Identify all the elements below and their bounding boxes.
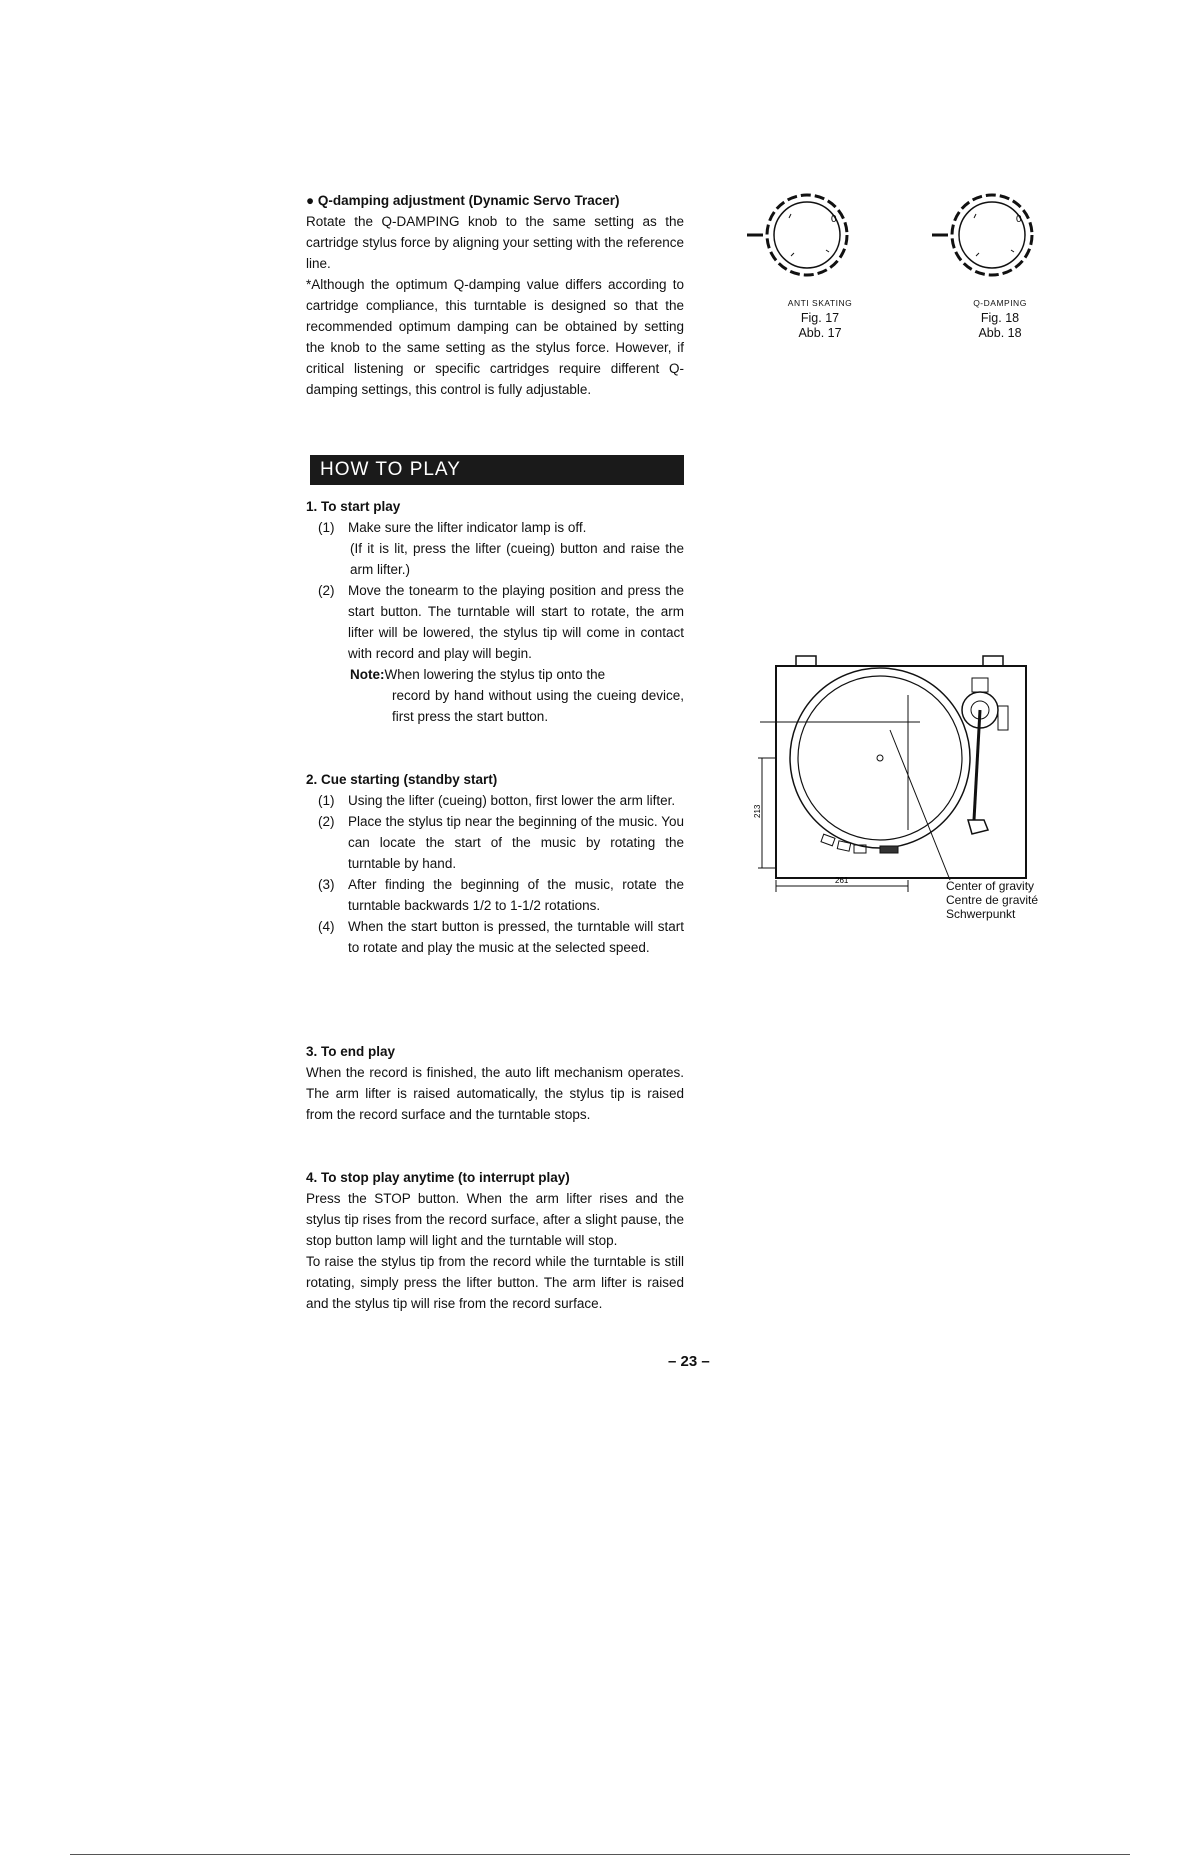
- stop-para2: To raise the stylus tip from the record while the turntable is still rotating, simply press the lifter button. The arm lifter is raised and the stylus tip will rise from the record surface.: [306, 1254, 684, 1311]
- dim-height-label: 213: [753, 804, 762, 818]
- start-heading: 1. To start play: [306, 499, 401, 514]
- cue-section: [306, 769, 684, 958]
- knob-mark-zero: 0: [1016, 214, 1022, 225]
- stop-para1: Press the STOP button. When the arm lifter rises and the stylus tip rises from the record surface, after a slight pause, the stop button lamp will light and the turntable will stop.: [306, 1191, 684, 1248]
- start-note: Note:When lowering the stylus tip onto the record by hand without using the cueing device, first press the start button.: [350, 667, 684, 724]
- end-text: When the record is finished, the auto lift mechanism operates. The arm lifter is raised automatically, the stylus tip is raised from the record surface and the turntable stops.: [306, 1065, 684, 1122]
- knob-mark-zero: 0: [831, 214, 837, 225]
- tonearm: [962, 678, 1008, 834]
- q-damping-knob-icon: [930, 180, 1040, 290]
- dim-width-label: 261: [835, 876, 849, 885]
- qdamp-section: [306, 190, 684, 400]
- end-section: [306, 1041, 684, 1125]
- list-item: (2) Move the tonearm to the playing position and press the start button. The turntable will start to rotate, the arm lifter will be lowered, the stylus tip will come in contact with record and play will begin.: [318, 583, 684, 661]
- list-item: (2) Place the stylus tip near the beginning of the music. You can locate the start of the music by rotating the turntable by hand.: [318, 814, 684, 871]
- qdamp-para2: *Although the optimum Q-damping value differs according to cartridge compliance, this turntable is designed so that the recommended optimum damping can be obtained by setting the knob to the same setting as the stylus force. However, if critical listening or specific cartridges require different Q-damping settings, this control is fully adjustable.: [306, 277, 684, 397]
- qdamp-heading: ● Q-damping adjustment (Dynamic Servo Tracer): [306, 193, 620, 208]
- qdamp-para1: Rotate the Q-DAMPING knob to the same setting as the cartridge stylus force by aligning your setting with the reference line.: [306, 214, 684, 271]
- anti-skating-knob-icon: [745, 180, 855, 290]
- stop-section: [306, 1167, 684, 1314]
- list-item: (1) Using the lifter (cueing) botton, first lower the arm lifter.: [318, 793, 676, 808]
- turntable-diagram: [740, 650, 1070, 900]
- list-item: (3) After finding the beginning of the music, rotate the turntable backwards 1/2 to 1-1/2 rotations.: [318, 877, 684, 913]
- stop-heading: 4. To stop play anytime (to interrupt play): [306, 1170, 570, 1185]
- list-item: (4) When the start button is pressed, the turntable will start to rotate and play the music at the selected speed.: [318, 919, 684, 955]
- cue-heading: 2. Cue starting (standby start): [306, 772, 498, 787]
- how-to-play-banner: HOW TO PLAY: [310, 455, 684, 485]
- end-heading: 3. To end play: [306, 1044, 396, 1059]
- center-of-gravity-label: Center of gravity Centre de gravité Schwerpunkt: [946, 879, 1039, 921]
- fig18-caption: Q-DAMPING Fig. 18 Abb. 18: [973, 298, 1027, 340]
- start-sub-note: (If it is lit, press the lifter (cueing) button and raise the arm lifter.): [350, 541, 684, 577]
- fig17-caption: ANTI SKATING Fig. 17 Abb. 17: [787, 298, 853, 340]
- page-number: – 23 –: [668, 1353, 710, 1370]
- start-section: [306, 496, 684, 727]
- list-item: (1) Make sure the lifter indicator lamp is off.: [318, 520, 587, 535]
